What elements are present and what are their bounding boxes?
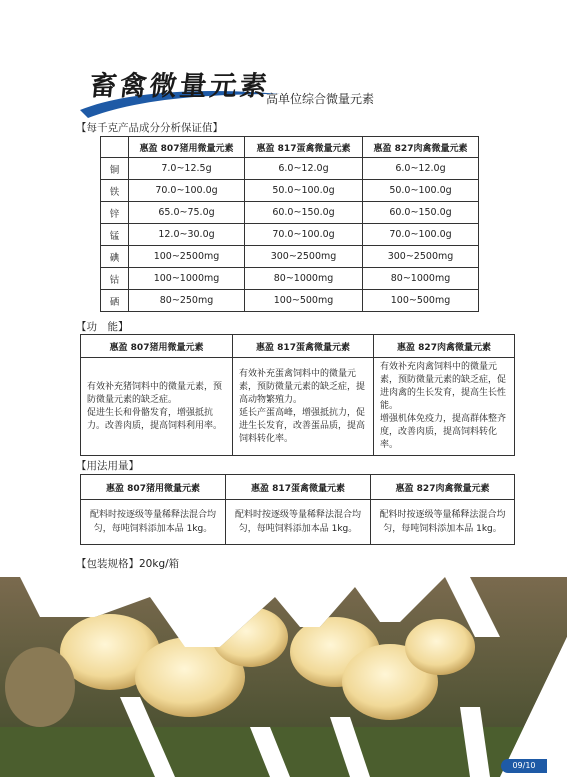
guarantee-value: 60.0~150.0g: [245, 202, 363, 224]
function-header-817: 惠盈 817蛋禽微量元素: [233, 335, 374, 358]
guarantee-value: 70.0~100.0g: [363, 224, 479, 246]
usage-table: [80, 474, 515, 545]
guarantee-value: 80~1000mg: [363, 268, 479, 290]
guarantee-value: 300~2500mg: [363, 246, 479, 268]
element-name: 硒: [101, 290, 129, 312]
guarantee-value: 80~1000mg: [245, 268, 363, 290]
guarantee-value: 100~500mg: [363, 290, 479, 312]
guarantee-value: 70.0~100.0g: [129, 180, 245, 202]
function-827: 有效补充肉禽饲料中的微量元素，预防微量元素的缺乏症，促进肉禽的生长发育，提高生长性能。 增强机体免疫力，提高群体整齐度，改善肉质，提高饲料转化率。: [374, 358, 515, 456]
guarantee-value: 50.0~100.0g: [245, 180, 363, 202]
usage-header-row: [81, 475, 515, 500]
usage-row: [81, 500, 515, 545]
guarantee-header-row: [101, 137, 479, 158]
function-table: [80, 334, 515, 456]
function-817: 有效补充蛋禽饲料中的微量元素，预防微量元素的缺乏症，提高动物繁殖力。 延长产蛋高峰，增强抵抗力，促进生长发育，改善蛋品质，提高饲料转化率。: [233, 358, 374, 456]
guarantee-row: [101, 224, 479, 246]
section-function-heading: 【功 能】: [76, 321, 129, 333]
guarantee-value: 6.0~12.0g: [363, 158, 479, 180]
guarantee-value: 65.0~75.0g: [129, 202, 245, 224]
element-name: 铁: [101, 180, 129, 202]
element-name: 钴: [101, 268, 129, 290]
section-usage-heading: 【用法用量】: [76, 460, 139, 472]
function-header-row: [81, 335, 515, 358]
usage-header-807: 惠盈 807猪用微量元素: [81, 475, 226, 500]
section-guarantee-heading: 【每千克产品成分分析保证值】: [76, 122, 223, 134]
guarantee-value: 6.0~12.0g: [245, 158, 363, 180]
element-name: 碘: [101, 246, 129, 268]
usage-817: 配料时按逐级等量稀释法混合均匀，每吨饲料添加本品 1kg。: [226, 500, 371, 545]
guarantee-value: 12.0~30.0g: [129, 224, 245, 246]
guarantee-value: 7.0~12.5g: [129, 158, 245, 180]
guarantee-value: 100~500mg: [245, 290, 363, 312]
function-header-807: 惠盈 807猪用微量元素: [81, 335, 233, 358]
guarantee-row: [101, 246, 479, 268]
guarantee-value: 50.0~100.0g: [363, 180, 479, 202]
element-name: 锌: [101, 202, 129, 224]
guarantee-header-blank: [101, 137, 129, 158]
guarantee-value: 60.0~150.0g: [363, 202, 479, 224]
function-807: 有效补充猪饲料中的微量元素，预防微量元素的缺乏症。 促进生长和骨骼发育，增强抵抗力。改善肉质，提高饲料利用率。: [81, 358, 233, 456]
function-row: [81, 358, 515, 456]
guarantee-row: [101, 202, 479, 224]
guarantee-value: 300~2500mg: [245, 246, 363, 268]
usage-827: 配料时按逐级等量稀释法混合均匀，每吨饲料添加本品 1kg。: [371, 500, 515, 545]
section-package: 【包装规格】20kg/箱: [76, 558, 180, 570]
guarantee-header-827: 惠盈 827肉禽微量元素: [363, 137, 479, 158]
guarantee-row: [101, 180, 479, 202]
chicks-photo-collage: [0, 577, 567, 777]
usage-header-827: 惠盈 827肉禽微量元素: [371, 475, 515, 500]
guarantee-table: [100, 136, 479, 312]
usage-807: 配料时按逐级等量稀释法混合均匀，每吨饲料添加本品 1kg。: [81, 500, 226, 545]
usage-header-817: 惠盈 817蛋禽微量元素: [226, 475, 371, 500]
guarantee-row: [101, 158, 479, 180]
page-title: 畜禽微量元素: [88, 71, 272, 102]
guarantee-header-817: 惠盈 817蛋禽微量元素: [245, 137, 363, 158]
page-subtitle: 高单位综合微量元素: [266, 92, 375, 106]
guarantee-header-807: 惠盈 807猪用微量元素: [129, 137, 245, 158]
guarantee-value: 100~2500mg: [129, 246, 245, 268]
guarantee-value: 80~250mg: [129, 290, 245, 312]
guarantee-row: [101, 290, 479, 312]
guarantee-value: 100~1000mg: [129, 268, 245, 290]
guarantee-row: [101, 268, 479, 290]
function-header-827: 惠盈 827肉禽微量元素: [374, 335, 515, 358]
element-name: 锰: [101, 224, 129, 246]
guarantee-value: 70.0~100.0g: [245, 224, 363, 246]
page-number: 09/10: [501, 759, 547, 773]
element-name: 铜: [101, 158, 129, 180]
